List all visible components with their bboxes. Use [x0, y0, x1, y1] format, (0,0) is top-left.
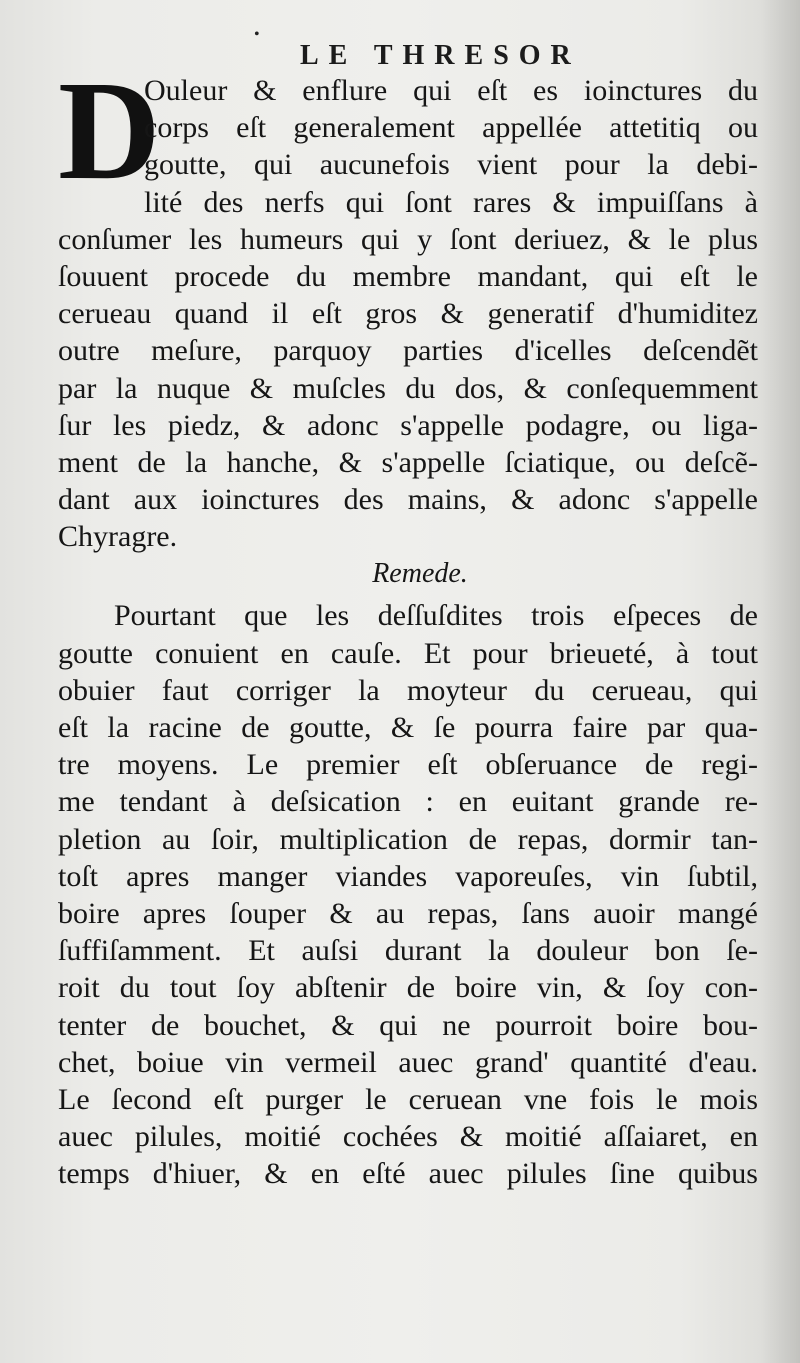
text-line: goutte conuient en cauſe. Et pour brieueté, à tout [58, 636, 758, 670]
text-line: eſt la racine de goutte, & ſe pourra faire par qua- [58, 711, 758, 744]
text-line: tre moyens. Le premier eſt obſeruance de regi- [58, 748, 758, 782]
text-line: Ouleur & enflure qui eſt es ioinctures du [144, 74, 758, 107]
text-line: Pourtant que les deſſuſdites trois eſpeces de [114, 599, 758, 633]
text-line: outre meſure, parquoy parties d'icelles deſcendẽt [58, 334, 758, 368]
text-line: goutte, qui aucunefois vient pour la debi- [144, 148, 758, 182]
drop-capital: D [58, 51, 161, 209]
text-line: Le ſecond eſt purger le ceruean vne fois le mois [58, 1082, 758, 1116]
running-head: LE THRESOR [300, 40, 581, 71]
page-mark: • [254, 26, 260, 43]
text-line: ſuffiſamment. Et auſsi durant la douleur bon ſe- [58, 934, 758, 968]
text-line: pletion au ſoir, multiplication de repas, dormir tan- [58, 822, 758, 856]
text-line: ment de la hanche, & s'appelle ſciatique, ou deſcẽ- [58, 445, 758, 479]
text-line: auec pilules, moitié cochées & moitié aſſaiaret, en [58, 1120, 758, 1154]
text-line: Chyragre. [58, 520, 178, 554]
text-line: toſt apres manger viandes vaporeuſes, vin ſubtil, [58, 859, 758, 893]
text-line: ſur les piedz, & adonc s'appelle podagre, ou liga- [58, 408, 758, 442]
text-line: me tendant à deſsication : en euitant grande re- [58, 785, 758, 819]
text-line: par la nuque & muſcles du dos, & conſequemment [58, 371, 758, 405]
text-line: lité des nerfs qui ſont rares & impuiſſans à [144, 185, 758, 219]
text-line: dant aux ioinctures des mains, & adonc s'appelle [58, 483, 758, 517]
text-line: chet, boiue vin vermeil auec grand' quantité d'eau. [58, 1045, 758, 1079]
text-line: roit du tout ſoy abſtenir de boire vin, & ſoy con- [58, 971, 758, 1005]
section-heading: Remede. [372, 558, 468, 590]
text-line: corps eſt generalement appellée attetitiq ou [144, 111, 758, 145]
text-line: obuier faut corriger la moyteur du cerueau, qui [58, 673, 758, 707]
text-line: boire apres ſouper & au repas, ſans auoir mangé [58, 896, 758, 930]
text-line: cerueau quand il eſt gros & generatif d'humiditez [58, 297, 758, 331]
text-line: temps d'hiuer, & en eſté auec pilules ſine quibus [58, 1157, 758, 1191]
paragraph-2 [58, 597, 758, 1192]
text-line: ſouuent procede du membre mandant, qui eſt le [58, 259, 758, 293]
text-line: tenter de bouchet, & qui ne pourroit boire bou- [58, 1008, 758, 1042]
text-line: conſumer les humeurs qui y ſont deriuez, & le plus [58, 222, 758, 256]
